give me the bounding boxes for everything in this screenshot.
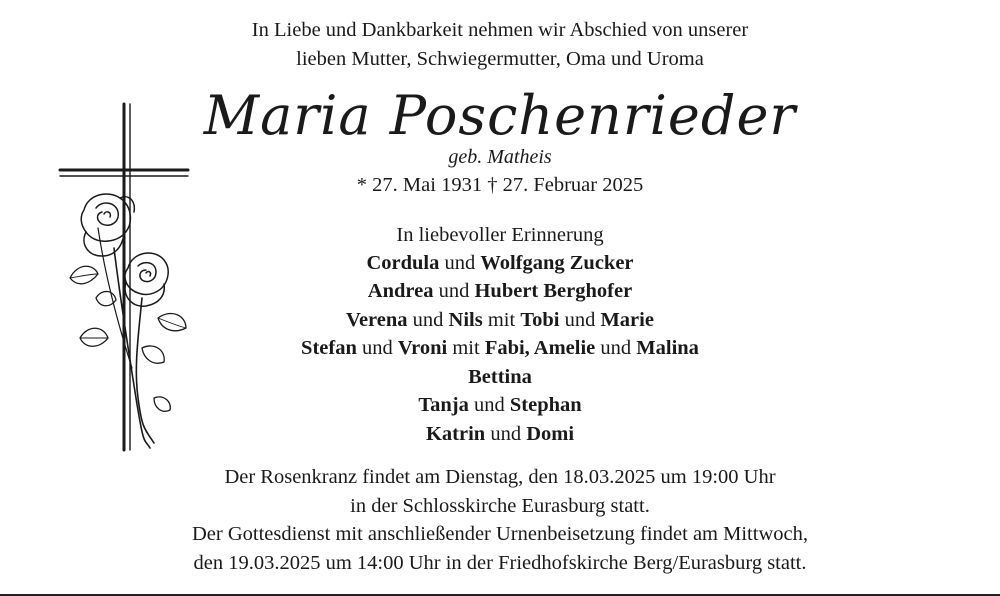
mourner-name: Vroni xyxy=(397,337,448,359)
service-line-1: Der Rosenkranz findet am Dienstag, den 18.03.2025 um 19:00 Uhr xyxy=(224,466,776,488)
mourner-name: Tobi xyxy=(520,309,560,331)
connector-text: und xyxy=(595,337,637,359)
deceased-name: Maria Poschenrieder xyxy=(203,84,797,147)
connector-text: und xyxy=(439,252,481,274)
service-line-4: den 19.03.2025 um 14:00 Uhr in der Friedhofskirche Berg/Eurasburg statt. xyxy=(193,552,807,574)
life-dates: * 27. Mai 1931 † 27. Februar 2025 xyxy=(356,174,644,196)
memory-heading: In liebevoller Erinnerung xyxy=(396,224,604,246)
intro-line-1: In Liebe und Dankbarkeit nehmen wir Abschied von unserer xyxy=(251,19,749,41)
mourner-name: Marie xyxy=(600,309,654,331)
mourner-name: Stephan xyxy=(509,394,582,416)
mourner-name: Malina xyxy=(636,337,699,359)
mourner-name: Bettina xyxy=(468,366,532,388)
mourner-name: Fabi, Amelie xyxy=(484,337,596,359)
mourner-name: Hubert Berghofer xyxy=(474,280,633,302)
service-line-2: in der Schlosskirche Eurasburg statt. xyxy=(350,495,650,517)
intro-line-2: lieben Mutter, Schwiegermutter, Oma und Uroma xyxy=(296,48,704,70)
mourner-name: Katrin xyxy=(425,423,486,445)
connector-text: und xyxy=(356,337,398,359)
connector-text: und xyxy=(433,280,475,302)
connector-text: und xyxy=(468,394,510,416)
mourner-name: Stefan xyxy=(301,337,357,359)
mourner-name: Tanja xyxy=(418,394,469,416)
service-line-3: Der Gottesdienst mit anschließender Urnenbeisetzung findet am Mittwoch, xyxy=(192,523,808,545)
mourner-name: Cordula xyxy=(366,252,440,274)
connector-text: mit xyxy=(482,309,521,331)
maiden-name: geb. Matheis xyxy=(448,146,552,168)
mourner-name: Andrea xyxy=(367,280,434,302)
mourner-name: Domi xyxy=(526,423,575,445)
connector-text: und xyxy=(559,309,601,331)
connector-text: und xyxy=(407,309,449,331)
mourner-name: Wolfgang Zucker xyxy=(480,252,634,274)
connector-text: und xyxy=(485,423,527,445)
mourner-name: Nils xyxy=(448,309,483,331)
mourner-name: Verena xyxy=(346,309,408,331)
cross-with-roses-icon xyxy=(58,98,198,458)
connector-text: mit xyxy=(447,337,485,359)
